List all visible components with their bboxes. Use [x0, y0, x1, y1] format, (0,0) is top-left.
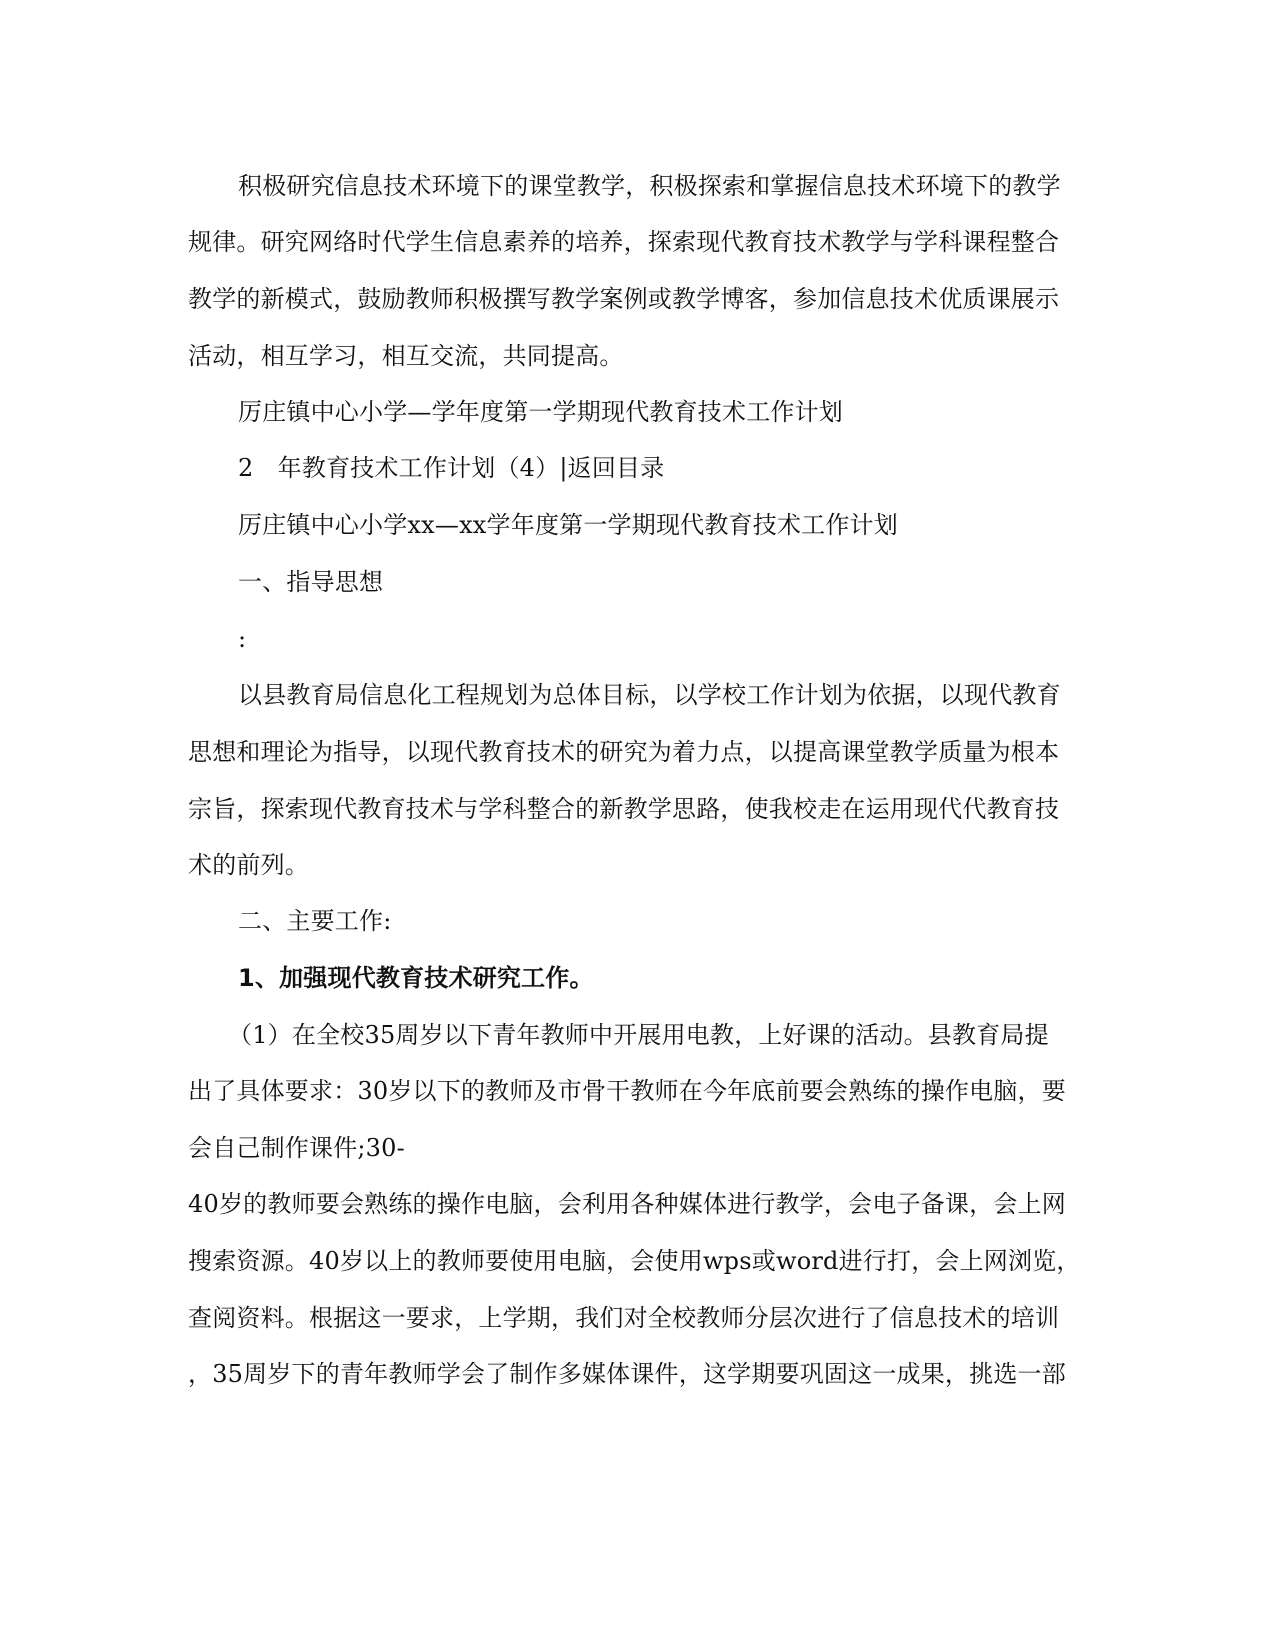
plan-subtitle-line: 厉庄镇中心小学xx—xx学年度第一学期现代教育技术工作计划: [238, 511, 898, 539]
subsection-heading-research: 1、加强现代教育技术研究工作。: [238, 964, 594, 992]
paragraph-line: 查阅资料。根据这一要求，上学期，我们对全校教师分层次进行了信息技术的培训: [188, 1304, 1060, 1332]
paragraph-line: 术的前列。: [188, 851, 309, 879]
paragraph-line: 积极研究信息技术环境下的课堂教学，积极探索和掌握信息技术环境下的教学: [238, 172, 1061, 200]
paragraph-line: 搜索资源。40岁以上的教师要使用电脑，会使用wps或word进行打，会上网浏览，: [188, 1247, 1081, 1275]
paragraph-line: （1）在全校35周岁以下青年教师中开展用电教，上好课的活动。县教育局提: [228, 1021, 1049, 1049]
paragraph-line: 思想和理论为指导，以现代教育技术的研究为着力点，以提高课堂教学质量为根本: [188, 738, 1060, 766]
paragraph-line: 活动，相互学习，相互交流，共同提高。: [188, 342, 624, 370]
section-heading-guiding-thought: 一、指导思想: [238, 568, 384, 596]
paragraph-line: 出了具体要求：30岁以下的教师及市骨干教师在今年底前要会熟练的操作电脑，要: [188, 1077, 1066, 1105]
paragraph-line: 会自己制作课件;30-: [188, 1134, 405, 1162]
back-to-contents-line[interactable]: 2 年教育技术工作计划（4）|返回目录: [238, 454, 665, 482]
paragraph-line: 以县教育局信息化工程规划为总体目标，以学校工作计划为依据，以现代教育: [238, 681, 1061, 709]
paragraph-line: 教学的新模式，鼓励教师积极撰写教学案例或教学博客，参加信息技术优质课展示: [188, 285, 1060, 313]
plan-title-line: 厉庄镇中心小学—学年度第一学期现代教育技术工作计划: [238, 398, 843, 426]
paragraph-line: ，35周岁下的青年教师学会了制作多媒体课件，这学期要巩固这一成果，挑选一部: [188, 1360, 1066, 1388]
paragraph-line: 规律。研究网络时代学生信息素养的培养，探索现代教育技术教学与学科课程整合: [188, 228, 1060, 256]
paragraph-line: 40岁的教师要会熟练的操作电脑，会利用各种媒体进行教学，会电子备课，会上网: [188, 1190, 1066, 1218]
paragraph-line: 宗旨，探索现代教育技术与学科整合的新教学思路，使我校走在运用现代代教育技: [188, 795, 1060, 823]
section-heading-main-work: 二、主要工作:: [238, 907, 392, 935]
colon-line: :: [238, 625, 247, 653]
